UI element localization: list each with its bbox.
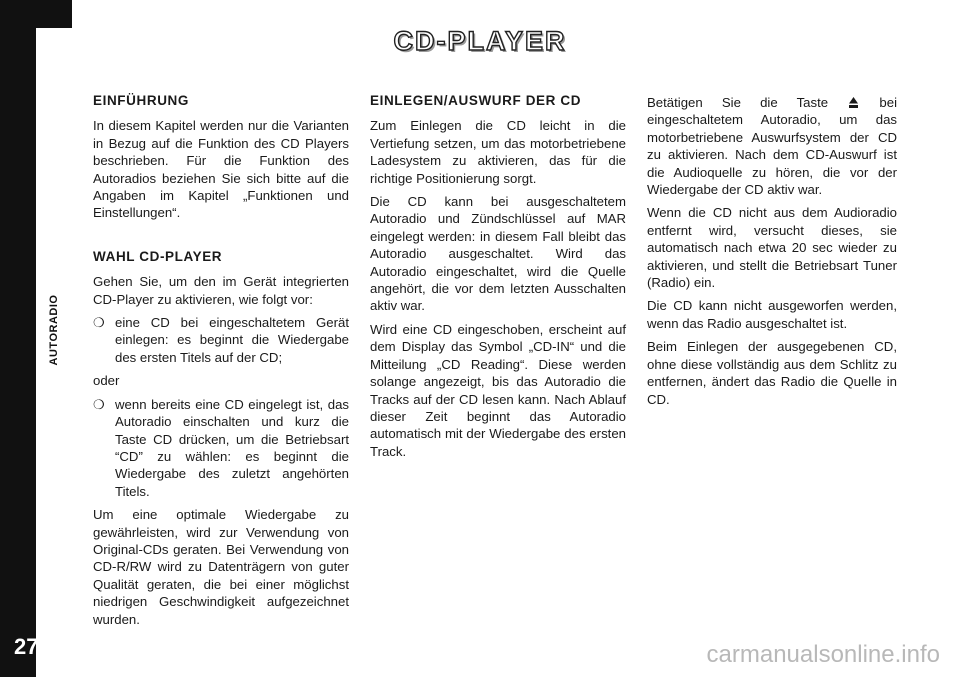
column-right [647,94,897,414]
wahl-intro-paragraph: Gehen Sie, um den im Gerät integrierten CD-Player zu aktivieren, wie folgt vor: [93,274,349,307]
eject-icon [849,97,858,108]
bullet-circle-icon: ❍ [93,396,105,412]
list-item [93,396,349,500]
bullet-text: eine CD bei eingeschaltetem Gerät einlegen: es beginnt die Wiedergabe des ersten Titels auf der CD; [115,315,349,365]
paragraph-text: Betätigen Sie die Taste [647,95,829,110]
sidebar-tab-inner [18,28,36,628]
bullet-circle-icon: ❍ [93,315,105,331]
bullet-text: wenn bereits eine CD eingelegt ist, das Autoradio einschalten und kurz die Taste CD drücken, um die Betriebsart “CD” zu wählen: es beginnt die Wiedergabe des zuletzt angehörten Titels. [115,396,349,499]
paragraph-eject [647,94,897,198]
column-middle [370,92,626,466]
watermark: carmanualsonline.info [706,641,940,668]
paragraph: Wenn die CD nicht aus dem Audioradio entfernt wird, versucht dieses, sie automatisch nach etwa 20 sec wieder zu aktivieren, und stellt die Betriebsart Tuner (Radio) ein. [647,205,897,291]
section-label: AUTORADIO [48,294,60,366]
column-left [93,92,349,634]
paragraph: Die CD kann bei ausgeschaltetem Autoradio und Zündschlüssel auf MAR eingelegt werden: in diesem Fall bleibt das Autoradio ausgeschaltet. Wird das Autoradio eingeschaltet, wird die Quelle angehört, die vor dem letzten Ausschalten aktiv war. [370,194,626,314]
page-number: 272 [14,634,51,659]
sidebar-top-bar [36,0,72,28]
oder-text: oder [93,373,120,389]
paragraph-text: bei eingeschaltetem Autoradio, um das motorbetriebene Auswurfsystem der CD zu aktivieren. Nach dem CD-Auswurf ist die Audioquelle zu hören, die vor der Wiedergabe der CD aktiv war. [647,95,898,198]
intro-paragraph: In diesem Kapitel werden nur die Varianten in Bezug auf die Funktion des CD Players beschrieben. Für die Funktion des Autoradios beziehen Sie sich bitte auf die Angaben im Kapitel „Funktionen und Einstellungen“. [93,118,349,221]
list-item [93,314,349,366]
page-title: CD-PLAYER [393,26,567,56]
heading-wahl-cd-player: WAHL CD-PLAYER [93,248,223,264]
heading-einfuehrung: EINFÜHRUNG [93,93,189,108]
paragraph: Beim Einlegen der ausgegebenen CD, ohne diese vollständig aus dem Schlitz zu entfernen, ändert das Radio die Quelle in CD. [647,339,897,407]
heading-einlegen-auswurf: EINLEGEN/AUSWURF DER CD [370,93,582,108]
paragraph: Zum Einlegen die CD leicht in die Vertiefung setzen, um das motorbetriebene Ladesystem zu aktivieren, das für die richtige Positionierung sorgt. [370,118,626,186]
paragraph: Wird eine CD eingeschoben, erscheint auf dem Display das Symbol „CD-IN“ und die Mitteilung „CD Reading“. Diese werden solange angezeigt, bis das Autoradio die Tracks auf der CD lesen kann. Nach Ablauf dieser Zeit beginnt das Autoradio automatisch mit der Wiedergabe des ersten Track. [370,321,626,459]
paragraph: Die CD kann nicht ausgeworfen werden, wenn das Radio ausgeschaltet ist. [647,298,897,331]
final-paragraph: Um eine optimale Wiedergabe zu gewährleisten, wird zur Verwendung von Original-CDs geraten. Bei Verwendung von CD-R/RW wird zu Datenträgern von guter Qualität geraten, die bei einer möglichst niedrigen Geschwindigkeit aufgezeichnet wurden. [93,507,349,627]
